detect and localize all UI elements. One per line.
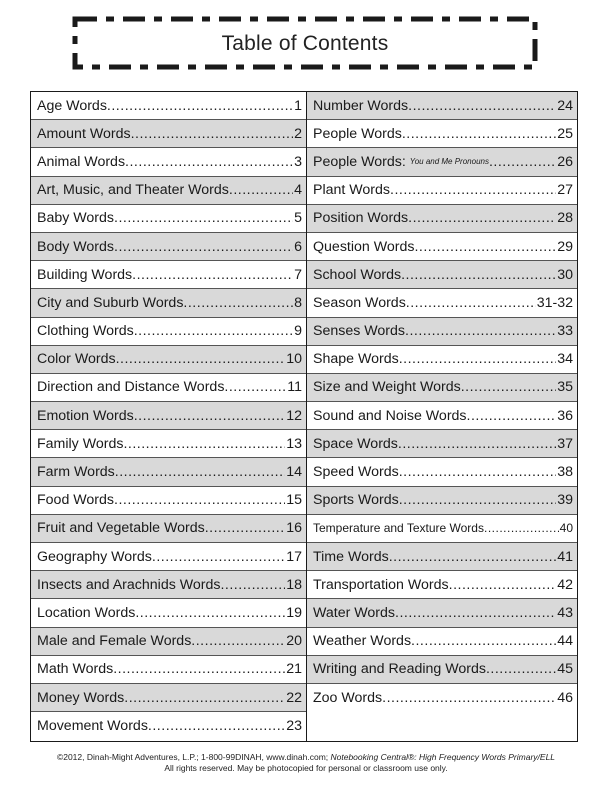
toc-entry-label: Male and Female Words — [37, 633, 192, 650]
dot-leader — [399, 464, 557, 480]
toc-entry — [307, 318, 577, 346]
dot-leader — [399, 351, 557, 367]
toc-entry-label: Animal Words — [37, 153, 126, 170]
dot-leader — [401, 267, 556, 283]
toc-entry-page-number: 38 — [557, 464, 573, 481]
toc-entry — [307, 543, 577, 571]
toc-entry-page-number: 20 — [286, 633, 302, 650]
dot-leader — [408, 98, 556, 114]
toc-entry-label: Location Words — [37, 604, 136, 621]
dot-leader — [467, 408, 557, 424]
toc-entry-label: Season Words — [313, 294, 406, 311]
toc-entry — [307, 177, 577, 205]
toc-entry-page-number: 26 — [557, 153, 573, 170]
toc-entry-page-number: 31-32 — [536, 294, 573, 311]
dot-leader — [116, 351, 286, 367]
toc-entry-page-number: 33 — [557, 323, 573, 340]
toc-entry-label: Space Words — [313, 435, 398, 452]
dot-leader — [449, 577, 557, 593]
toc-entry-page-number: 34 — [557, 351, 573, 368]
toc-entry-page-number: 7 — [294, 266, 302, 283]
toc-entry-label: Position Words — [313, 210, 409, 227]
toc-entry-label: Number Words — [313, 97, 409, 114]
dot-leader — [135, 605, 285, 621]
dot-leader — [191, 633, 285, 649]
toc-entry — [307, 233, 577, 261]
toc-entry-label: Time Words — [313, 548, 389, 565]
toc-entry-page-number: 1 — [294, 97, 302, 114]
toc-entry-page-number: 40 — [559, 521, 573, 536]
dot-leader — [148, 718, 285, 734]
dot-leader — [414, 239, 556, 255]
toc-entry-page-number: 9 — [294, 323, 302, 340]
toc-entry-page-number: 30 — [557, 266, 573, 283]
dot-leader — [461, 379, 556, 395]
dot-leader — [382, 690, 556, 706]
dot-leader — [408, 210, 556, 226]
toc-entry-page-number: 24 — [557, 97, 573, 114]
toc-entry-label: Money Words — [37, 689, 125, 706]
toc-entry — [307, 628, 577, 656]
dot-leader — [134, 323, 293, 339]
toc-entry-label: Transportation Words — [313, 576, 449, 593]
toc-entry — [31, 233, 306, 261]
toc-entry — [31, 205, 306, 233]
toc-entry — [31, 430, 306, 458]
toc-entry-page-number: 3 — [294, 153, 302, 170]
title-frame — [72, 16, 538, 70]
toc-entry-label: Writing and Reading Words — [313, 661, 486, 678]
dot-leader — [486, 661, 556, 677]
toc-entry-label: Temperature and Texture Words — [313, 521, 484, 536]
dot-leader — [114, 239, 293, 255]
toc-entry — [31, 684, 306, 712]
toc-entry-page-number: 41 — [557, 548, 573, 565]
toc-entry-page-number: 23 — [286, 718, 302, 735]
toc-entry-page-number: 21 — [286, 661, 302, 678]
toc-entry — [31, 346, 306, 374]
dot-leader — [399, 492, 557, 508]
toc-entry-label: Farm Words — [37, 464, 115, 481]
toc-entry — [31, 515, 306, 543]
toc-entry — [31, 628, 306, 656]
toc-entry — [31, 318, 306, 346]
dot-leader — [205, 520, 285, 536]
toc-entry-label: Clothing Words — [37, 323, 134, 340]
toc-entry-page-number: 29 — [557, 238, 573, 255]
toc-entry-page-number: 14 — [286, 464, 302, 481]
toc-entry — [31, 543, 306, 571]
toc-entry — [307, 430, 577, 458]
toc-entry — [31, 571, 306, 599]
dot-leader — [125, 154, 293, 170]
toc-entry — [31, 374, 306, 402]
toc-entry — [31, 261, 306, 289]
toc-entry-page-number: 22 — [286, 689, 302, 706]
toc-entry-page-number: 28 — [557, 210, 573, 227]
toc-entry — [307, 402, 577, 430]
toc-entry — [307, 346, 577, 374]
toc-entry-page-number: 11 — [287, 379, 302, 396]
toc-entry-subtitle: You and Me Pronouns — [409, 157, 489, 167]
toc-entry-label: Color Words — [37, 351, 116, 368]
dot-leader — [390, 182, 556, 198]
copyright-footer — [0, 752, 612, 774]
page-title: Table of Contents — [221, 32, 389, 55]
toc-entry-page-number: 6 — [294, 238, 302, 255]
toc-entry-page-number: 36 — [557, 407, 573, 424]
toc-entry — [307, 515, 577, 543]
toc-entry-label: Building Words — [37, 266, 133, 283]
toc-entry-label: Size and Weight Words — [313, 379, 461, 396]
toc-entry-page-number: 4 — [294, 182, 302, 199]
toc-entry — [31, 599, 306, 627]
table-of-contents — [30, 91, 578, 742]
toc-entry-label: Zoo Words — [313, 690, 383, 707]
toc-entry-page-number: 45 — [557, 661, 573, 678]
toc-entry-label: Sound and Noise Words — [313, 407, 467, 424]
toc-entry — [307, 599, 577, 627]
toc-entry — [307, 571, 577, 599]
toc-entry-page-number: 37 — [557, 435, 573, 452]
dot-leader — [183, 295, 293, 311]
footer-product-title: Notebooking Central®: High Frequency Words Primary/ELL — [330, 752, 556, 762]
toc-entry-page-number: 27 — [557, 182, 573, 199]
toc-entry-label: Family Words — [37, 435, 124, 452]
toc-entry — [307, 148, 577, 176]
dot-leader — [114, 492, 285, 508]
toc-entry — [307, 92, 577, 120]
toc-entry — [31, 402, 306, 430]
dot-leader — [224, 379, 286, 395]
toc-entry-label: Sports Words — [313, 492, 399, 509]
toc-entry — [307, 684, 577, 712]
toc-entry-page-number: 42 — [557, 576, 573, 593]
toc-entry — [31, 289, 306, 317]
dot-leader — [229, 182, 293, 198]
toc-entry-page-number: 18 — [286, 576, 302, 593]
toc-entry-page-number: 17 — [286, 548, 302, 565]
toc-entry-label: Insects and Arachnids Words — [37, 576, 221, 593]
toc-entry-label: Weather Words — [313, 633, 412, 650]
toc-entry-label: Senses Words — [313, 323, 405, 340]
dot-leader — [405, 323, 556, 339]
toc-right-column — [307, 92, 577, 741]
toc-entry — [307, 120, 577, 148]
toc-entry — [307, 261, 577, 289]
footer-copyright: ©2012, Dinah-Might Adventures, L.P.; 1-800-99DINAH, www.dinah.com; — [56, 752, 331, 762]
toc-entry-label: Math Words — [37, 661, 114, 678]
toc-entry-label: People Words: — [313, 153, 406, 170]
toc-entry-label: Shape Words — [313, 351, 399, 368]
toc-entry — [307, 458, 577, 486]
dot-leader — [113, 661, 285, 677]
toc-entry-label: Water Words — [313, 604, 395, 621]
toc-entry — [31, 92, 306, 120]
dot-leader — [389, 549, 557, 565]
toc-entry-label: Direction and Distance Words — [37, 379, 225, 396]
toc-entry-page-number: 13 — [286, 435, 302, 452]
toc-entry-label: Food Words — [37, 492, 115, 509]
dot-leader — [134, 408, 285, 424]
dot-leader — [107, 98, 293, 114]
toc-entry-page-number: 35 — [557, 379, 573, 396]
toc-entry — [307, 205, 577, 233]
dot-leader — [115, 464, 285, 480]
dot-leader — [132, 267, 293, 283]
toc-entry-page-number: 39 — [557, 492, 573, 509]
dot-leader — [124, 690, 285, 706]
dot-leader — [152, 549, 285, 565]
dot-leader — [411, 633, 556, 649]
toc-entry — [307, 289, 577, 317]
dot-leader — [123, 436, 285, 452]
toc-entry — [31, 148, 306, 176]
dot-leader — [131, 126, 294, 142]
toc-entry-label: School Words — [313, 266, 402, 283]
toc-entry — [31, 177, 306, 205]
dot-leader — [489, 154, 556, 170]
toc-entry-label: Geography Words — [37, 548, 152, 565]
dot-leader — [220, 577, 285, 593]
toc-entry — [31, 120, 306, 148]
toc-left-column — [31, 92, 307, 741]
toc-entry-label: City and Suburb Words — [37, 294, 184, 311]
toc-entry — [307, 487, 577, 515]
toc-entry-page-number: 46 — [557, 690, 573, 707]
dot-leader — [402, 126, 556, 142]
toc-entry-label: Speed Words — [313, 464, 399, 481]
toc-entry-page-number: 10 — [286, 351, 302, 368]
toc-entry-label: Art, Music, and Theater Words — [37, 182, 229, 199]
toc-entry-page-number: 5 — [294, 210, 302, 227]
toc-entry-page-number: 8 — [294, 294, 302, 311]
footer-line-2: All rights reserved. May be photocopied for personal or classroom use only. — [164, 763, 448, 773]
toc-entry — [31, 487, 306, 515]
toc-entry-page-number: 25 — [557, 125, 573, 142]
toc-entry-label: Baby Words — [37, 210, 115, 227]
toc-entry-page-number: 44 — [557, 633, 573, 650]
toc-entry — [31, 458, 306, 486]
toc-entry-page-number: 16 — [286, 520, 302, 537]
toc-entry-label: Body Words — [37, 238, 115, 255]
toc-entry-label: Fruit and Vegetable Words — [37, 520, 205, 537]
toc-entry-label: People Words — [313, 125, 402, 142]
dot-leader — [114, 210, 293, 226]
toc-entry-label: Age Words — [37, 97, 107, 114]
toc-entry-page-number: 15 — [286, 492, 302, 509]
toc-entry-page-number: 43 — [557, 604, 573, 621]
dot-leader — [395, 605, 556, 621]
toc-entry-page-number: 19 — [286, 604, 302, 621]
toc-entry-label: Movement Words — [37, 718, 148, 735]
toc-entry-page-number: 12 — [286, 407, 302, 424]
toc-entry — [31, 712, 306, 740]
toc-entry-page-number: 2 — [294, 125, 302, 142]
toc-entry — [307, 374, 577, 402]
toc-entry — [307, 656, 577, 684]
dot-leader — [398, 436, 556, 452]
toc-entry — [31, 656, 306, 684]
dot-leader — [484, 521, 559, 535]
dot-leader — [406, 295, 536, 311]
footer-line-1 — [0, 752, 612, 763]
toc-entry-label: Question Words — [313, 238, 415, 255]
toc-entry-label: Emotion Words — [37, 407, 134, 424]
toc-entry-label: Plant Words — [313, 182, 391, 199]
toc-entry-label: Amount Words — [37, 125, 131, 142]
